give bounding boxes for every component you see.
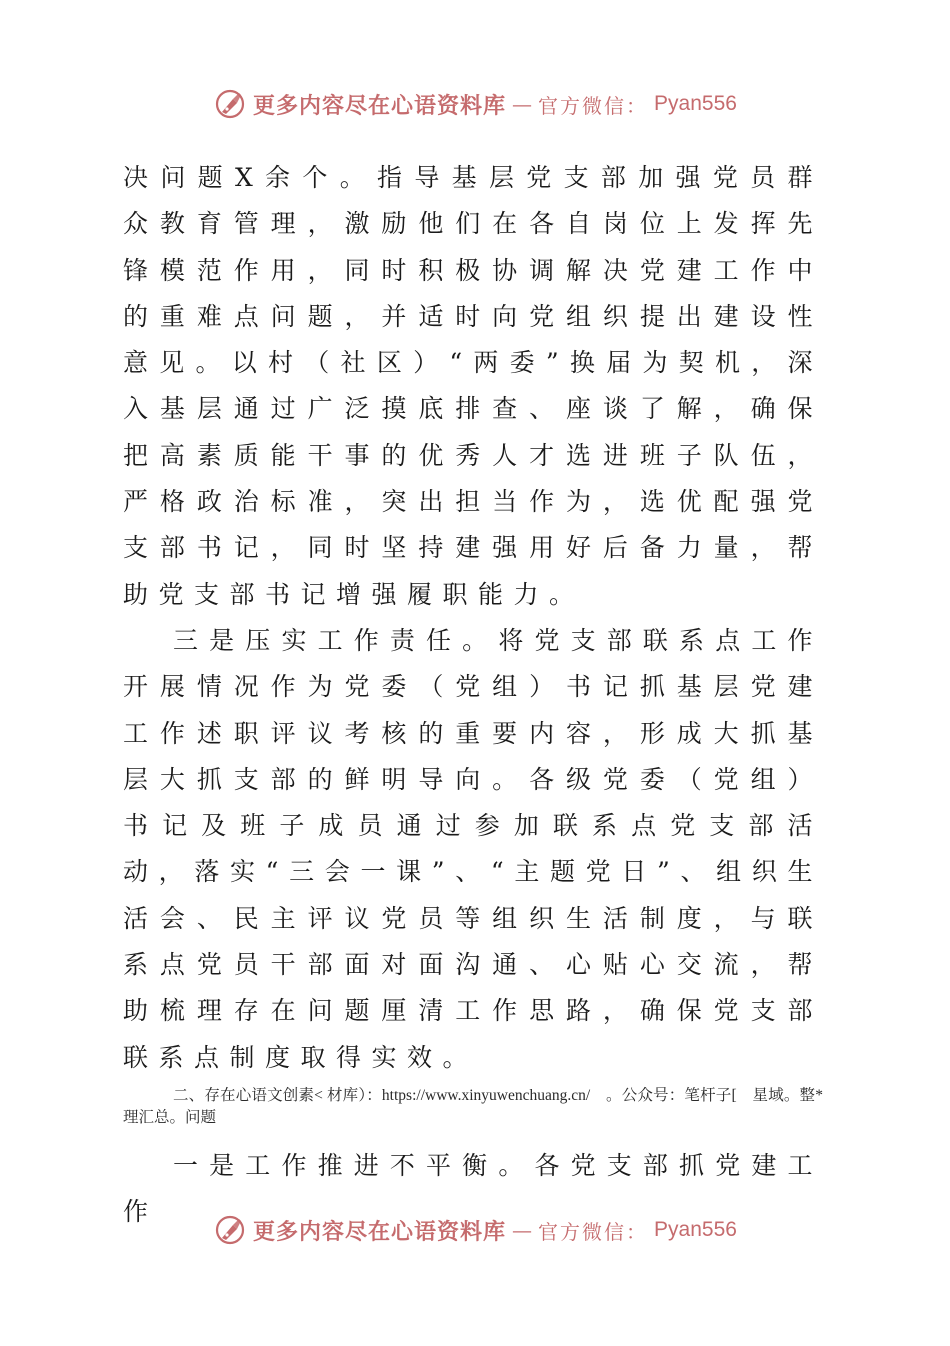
banner-wechat-label: 官方微信： — [538, 93, 649, 118]
banner-wechat-label: 官方微信： — [538, 1219, 649, 1244]
banner-separator: — — [512, 1218, 533, 1242]
footer-watermark-banner — [0, 1208, 950, 1252]
banner-brand: 更多内容尽在心语资料库 — [253, 92, 507, 119]
pen-nib-circle-icon — [213, 87, 247, 121]
source-note: 二、存在心语文创素< 材库）：https://www.xinyuwenchuang.cn/ 。公众号：笔杆子[ 星域。整* 理汇总。问题 — [123, 1086, 823, 1126]
pen-nib-circle-icon — [213, 1213, 247, 1247]
paragraph-last: 一是工作推进不平衡。各党支部抓党建工作 — [123, 1150, 823, 1227]
banner-wechat-id: Pyan556 — [654, 1218, 737, 1241]
paragraph-continued: 决问题X余个。指导基层党支部加强党员群众教育管理，激励他们在各自岗位上发挥先锋模范作用，同时积极协调解决党建工作中的重难点问题，并适时向党组织提出建设性意见。以村（社区）“两委”换届为契机，深入基层通过广泛摸底排查、座谈了解，确保把高素质能干事的优秀人才选进班子队伍，严格政治标准，突出担当作为，选优配强党支部书记，同时坚持建强用好后备力量，帮助党支部书记增强履职能力。 — [123, 163, 823, 609]
paragraph-three: 三是压实工作责任。将党支部联系点工作开展情况作为党委（党组）书记抓基层党建工作述职评议考核的重要内容，形成大抓基层大抓支部的鲜明导向。各级党委（党组）书记及班子成员通过参加联系点党支部活动，落实“三会一课”、“主题党日”、组织生活会、民主评议党员等组织生活制度，与联系点党员干部面对面沟通、心贴心交流，帮助梳理存在问题厘清工作思路，确保党支部联系点制度取得实效。 — [123, 625, 823, 1072]
banner-separator: — — [512, 92, 533, 116]
banner-brand: 更多内容尽在心语资料库 — [253, 1218, 507, 1245]
header-watermark-banner — [0, 82, 950, 126]
banner-wechat-id: Pyan556 — [654, 92, 737, 115]
document-body — [123, 155, 823, 1236]
